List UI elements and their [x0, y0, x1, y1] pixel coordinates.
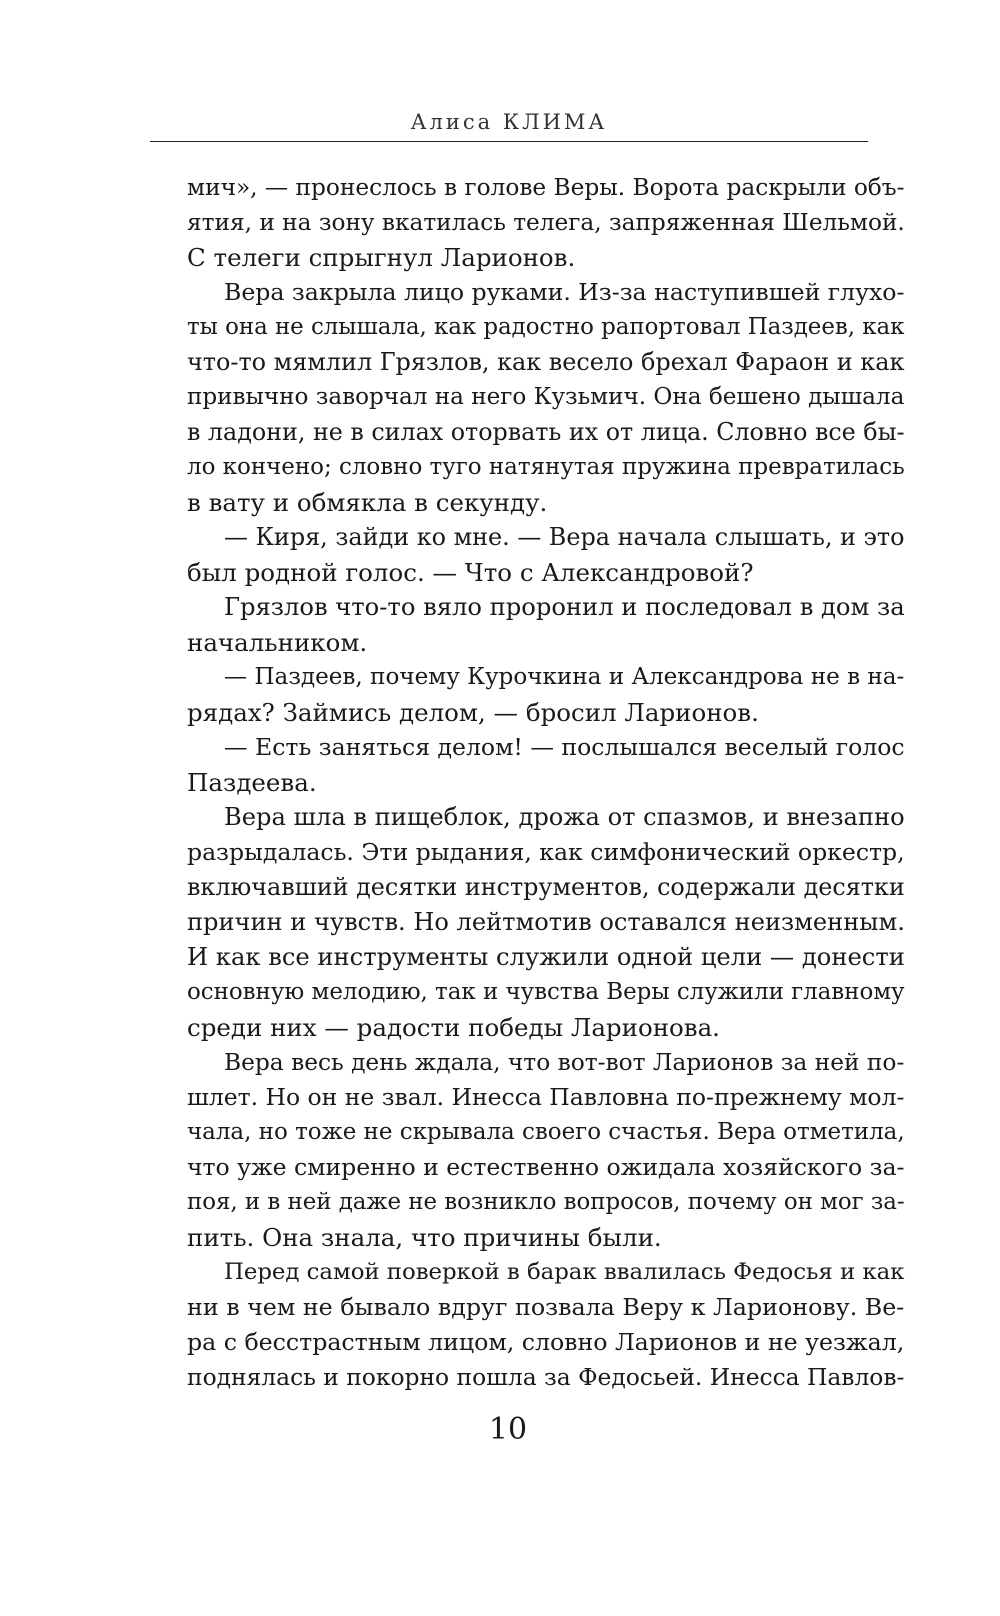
- text-line: Вера весь день ждала, что вот-вот Ларионов за ней по-: [224, 1048, 905, 1076]
- text-line: привычно заворчал на него Кузьмич. Она бешено дышала: [187, 384, 905, 410]
- text-line: среди них — радости победы Ларионова.: [187, 1013, 720, 1042]
- paragraph-p6: [150, 730, 905, 800]
- text-line: ятия, и на зону вкатилась телега, запряженная Шельмой.: [187, 209, 905, 236]
- text-line: чала, но тоже не скрывала своего счастья. Вера отметила,: [187, 1119, 905, 1145]
- text-line: мич», — пронеслось в голове Веры. Ворота раскрыли объ-: [187, 174, 905, 201]
- text-line: причин и чувств. Но лейтмотив оставался неизменным.: [187, 908, 905, 936]
- text-line: ра с бесстрастным лицом, словно Ларионов и не уезжал,: [187, 1328, 905, 1356]
- paragraph-p8: [150, 1045, 905, 1255]
- text-line: Грязлов что-то вяло проронил и последовал в дом за: [224, 593, 905, 621]
- text-line: рядах? Займись делом, — бросил Ларионов.: [187, 698, 759, 727]
- text-line: поднялась и покорно пошла за Федосьей. Инесса Павлов-: [187, 1363, 905, 1391]
- text-line: — Есть заняться делом! — послышался веселый голос: [224, 733, 905, 761]
- text-line: начальником.: [187, 628, 368, 657]
- paragraph-p7: [150, 800, 905, 1045]
- text-line: что уже смиренно и естественно ожидала хозяйского за-: [187, 1153, 905, 1181]
- paragraph-p2: [150, 275, 905, 520]
- text-line: включавший десятки инструментов, содержали десятки: [187, 873, 905, 901]
- text-line: шлет. Но он не звал. Инесса Павловна по-прежнему мол-: [187, 1083, 905, 1111]
- text-line: разрыдалась. Эти рыдания, как симфонический оркестр,: [187, 838, 905, 866]
- paragraph-p5: [150, 660, 905, 730]
- text-line: — Киря, зайди ко мне. — Вера начала слышать, и это: [224, 523, 905, 551]
- page-number: 10: [488, 1412, 528, 1447]
- paragraph-p9: [150, 1255, 905, 1395]
- running-head-author: Алиса КЛИМА: [410, 110, 608, 134]
- text-line: И как все инструменты служили одной цели — донести: [187, 943, 905, 971]
- paragraph-p4: [150, 590, 905, 660]
- text-line: — Паздеев, почему Курочкина и Александрова не в на-: [224, 664, 905, 690]
- header-rule: [150, 141, 868, 142]
- text-line: С телеги спрыгнул Ларионов.: [187, 243, 576, 272]
- text-line: в ладони, не в силах оторвать их от лица. Словно все бы-: [187, 418, 905, 446]
- text-line: был родной голос. — Что с Александровой?: [187, 558, 754, 587]
- text-line: Перед самой поверкой в барак ввалилась Федосья и как: [224, 1259, 905, 1285]
- paragraph-p3: [150, 520, 905, 590]
- text-line: ни в чем не бывало вдруг позвала Веру к Ларионову. Ве-: [187, 1293, 905, 1321]
- text-line: что-то мямлил Грязлов, как весело брехал Фараон и как: [187, 348, 905, 376]
- text-line: ло кончено; словно туго натянутая пружина превратилась: [187, 454, 905, 480]
- text-line: основную мелодию, так и чувства Веры служили главному: [187, 979, 905, 1005]
- text-line: ты она не слышала, как радостно рапортовал Паздеев, как: [187, 314, 905, 340]
- body-text: [150, 170, 905, 1395]
- text-line: Вера закрыла лицо руками. Из-за наступившей глухо-: [224, 278, 905, 306]
- text-line: в вату и обмякла в секунду.: [187, 488, 548, 517]
- text-line: Вера шла в пищеблок, дрожа от спазмов, и внезапно: [224, 803, 905, 831]
- paragraph-p1: [150, 170, 905, 275]
- text-line: поя, и в ней даже не возникло вопросов, почему он мог за-: [187, 1189, 905, 1215]
- text-line: пить. Она знала, что причины были.: [187, 1223, 662, 1252]
- text-line: Паздеева.: [187, 768, 317, 797]
